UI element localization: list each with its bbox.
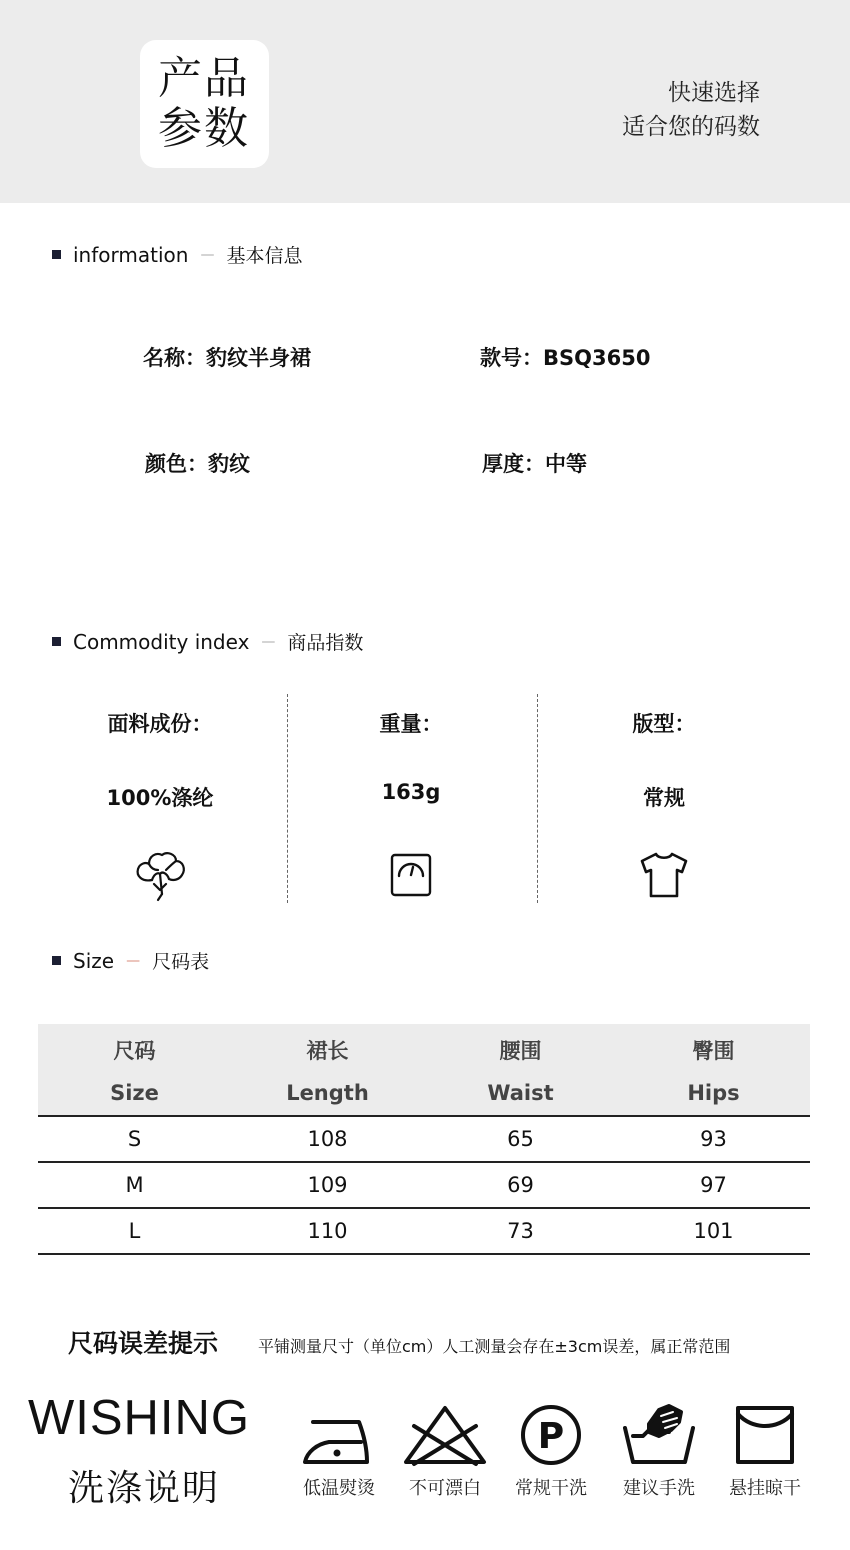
svg-text:P: P — [537, 1416, 565, 1457]
dry-clean-icon — [518, 1402, 584, 1468]
header-cell: Waist — [424, 1070, 617, 1116]
header-cell: Size — [38, 1070, 231, 1116]
tshirt-icon — [636, 850, 692, 902]
info-section-title — [52, 241, 302, 268]
table-cell: 97 — [617, 1162, 810, 1208]
cotton-icon — [132, 850, 188, 902]
badge-line-2: 参数 — [158, 103, 250, 154]
table-cell: M — [38, 1162, 231, 1208]
fit-column — [539, 694, 789, 903]
section-title-cn: 尺码表 — [152, 951, 210, 973]
table-cell: L — [38, 1208, 231, 1254]
care-item-hangdry — [710, 1402, 820, 1500]
weight-column — [286, 694, 536, 903]
iron-low-icon — [299, 1402, 379, 1468]
no-bleach-icon — [400, 1402, 490, 1468]
table-cell: 65 — [424, 1116, 617, 1162]
table-cell: 101 — [617, 1208, 810, 1254]
bullet-square — [52, 637, 61, 646]
care-label: 不可漂白 — [409, 1478, 481, 1499]
section-title-en: information — [73, 242, 189, 267]
commodity-section-title — [52, 628, 363, 655]
fabric-column — [35, 694, 285, 903]
brand-logo-text: WISHING — [28, 1391, 251, 1445]
fabric-value: 100%涤纶 — [106, 786, 214, 810]
header-tagline — [622, 76, 760, 144]
table-row — [38, 1208, 810, 1254]
product-color: 颜色：豹纹 — [145, 452, 250, 476]
table-header-row-en — [38, 1070, 810, 1116]
section-title-en: Size — [73, 948, 115, 973]
header-cell: Hips — [617, 1070, 810, 1116]
table-cell: 109 — [231, 1162, 424, 1208]
size-section-title — [52, 947, 209, 974]
product-thickness: 厚度：中等 — [482, 452, 587, 476]
title-dash: — — [261, 633, 276, 650]
care-label: 建议手洗 — [623, 1478, 695, 1499]
fit-label: 版型： — [632, 712, 696, 736]
column-divider — [537, 694, 538, 903]
weight-label: 重量： — [379, 712, 443, 736]
hang-dry-icon — [732, 1402, 798, 1468]
table-cell: S — [38, 1116, 231, 1162]
care-item-bleach — [390, 1402, 500, 1500]
weight-value: 163g — [381, 780, 441, 804]
table-cell: 110 — [231, 1208, 424, 1254]
size-table — [38, 1024, 810, 1255]
table-cell: 73 — [424, 1208, 617, 1254]
care-label: 低温熨烫 — [303, 1478, 375, 1499]
table-cell: 69 — [424, 1162, 617, 1208]
section-title-en: Commodity index — [73, 629, 250, 654]
bullet-square — [52, 956, 61, 965]
care-item-dryclean — [496, 1402, 606, 1500]
header-cell: 臀围 — [692, 1039, 735, 1063]
header-cell: 尺码 — [113, 1039, 156, 1063]
washing-title: 洗涤说明 — [68, 1468, 221, 1509]
title-dash: — — [126, 952, 141, 969]
product-params-badge — [140, 40, 269, 168]
badge-line-1: 产品 — [158, 53, 250, 104]
product-name: 名称：豹纹半身裙 — [143, 346, 311, 370]
size-error-title: 尺码误差提示 — [68, 1329, 219, 1358]
header-cell: 腰围 — [499, 1039, 542, 1063]
section-title-cn: 基本信息 — [226, 245, 303, 267]
tagline-line-2: 适合您的码数 — [622, 114, 760, 140]
header-cell: Length — [231, 1070, 424, 1116]
table-row — [38, 1162, 810, 1208]
header-cell: 裙长 — [306, 1039, 349, 1063]
care-item-handwash — [604, 1402, 714, 1500]
bullet-square — [52, 250, 61, 259]
size-error-note: 平铺测量尺寸（单位cm）人工测量会存在±3cm误差，属正常范围 — [258, 1337, 731, 1356]
hand-wash-icon — [619, 1402, 699, 1468]
tagline-line-1: 快速选择 — [668, 80, 760, 106]
fit-value: 常规 — [643, 786, 685, 810]
style-number: 款号：BSQ3650 — [480, 346, 651, 370]
section-title-cn: 商品指数 — [287, 632, 364, 654]
fabric-label: 面料成份： — [107, 712, 213, 736]
care-label: 常规干洗 — [515, 1478, 587, 1499]
title-dash: — — [200, 246, 215, 263]
table-header-row-cn — [38, 1024, 810, 1070]
table-cell: 93 — [617, 1116, 810, 1162]
header-banner — [0, 0, 850, 203]
care-label: 悬挂晾干 — [729, 1478, 801, 1499]
table-row — [38, 1116, 810, 1162]
scale-icon — [383, 850, 439, 902]
table-cell: 108 — [231, 1116, 424, 1162]
care-item-iron — [284, 1402, 394, 1500]
